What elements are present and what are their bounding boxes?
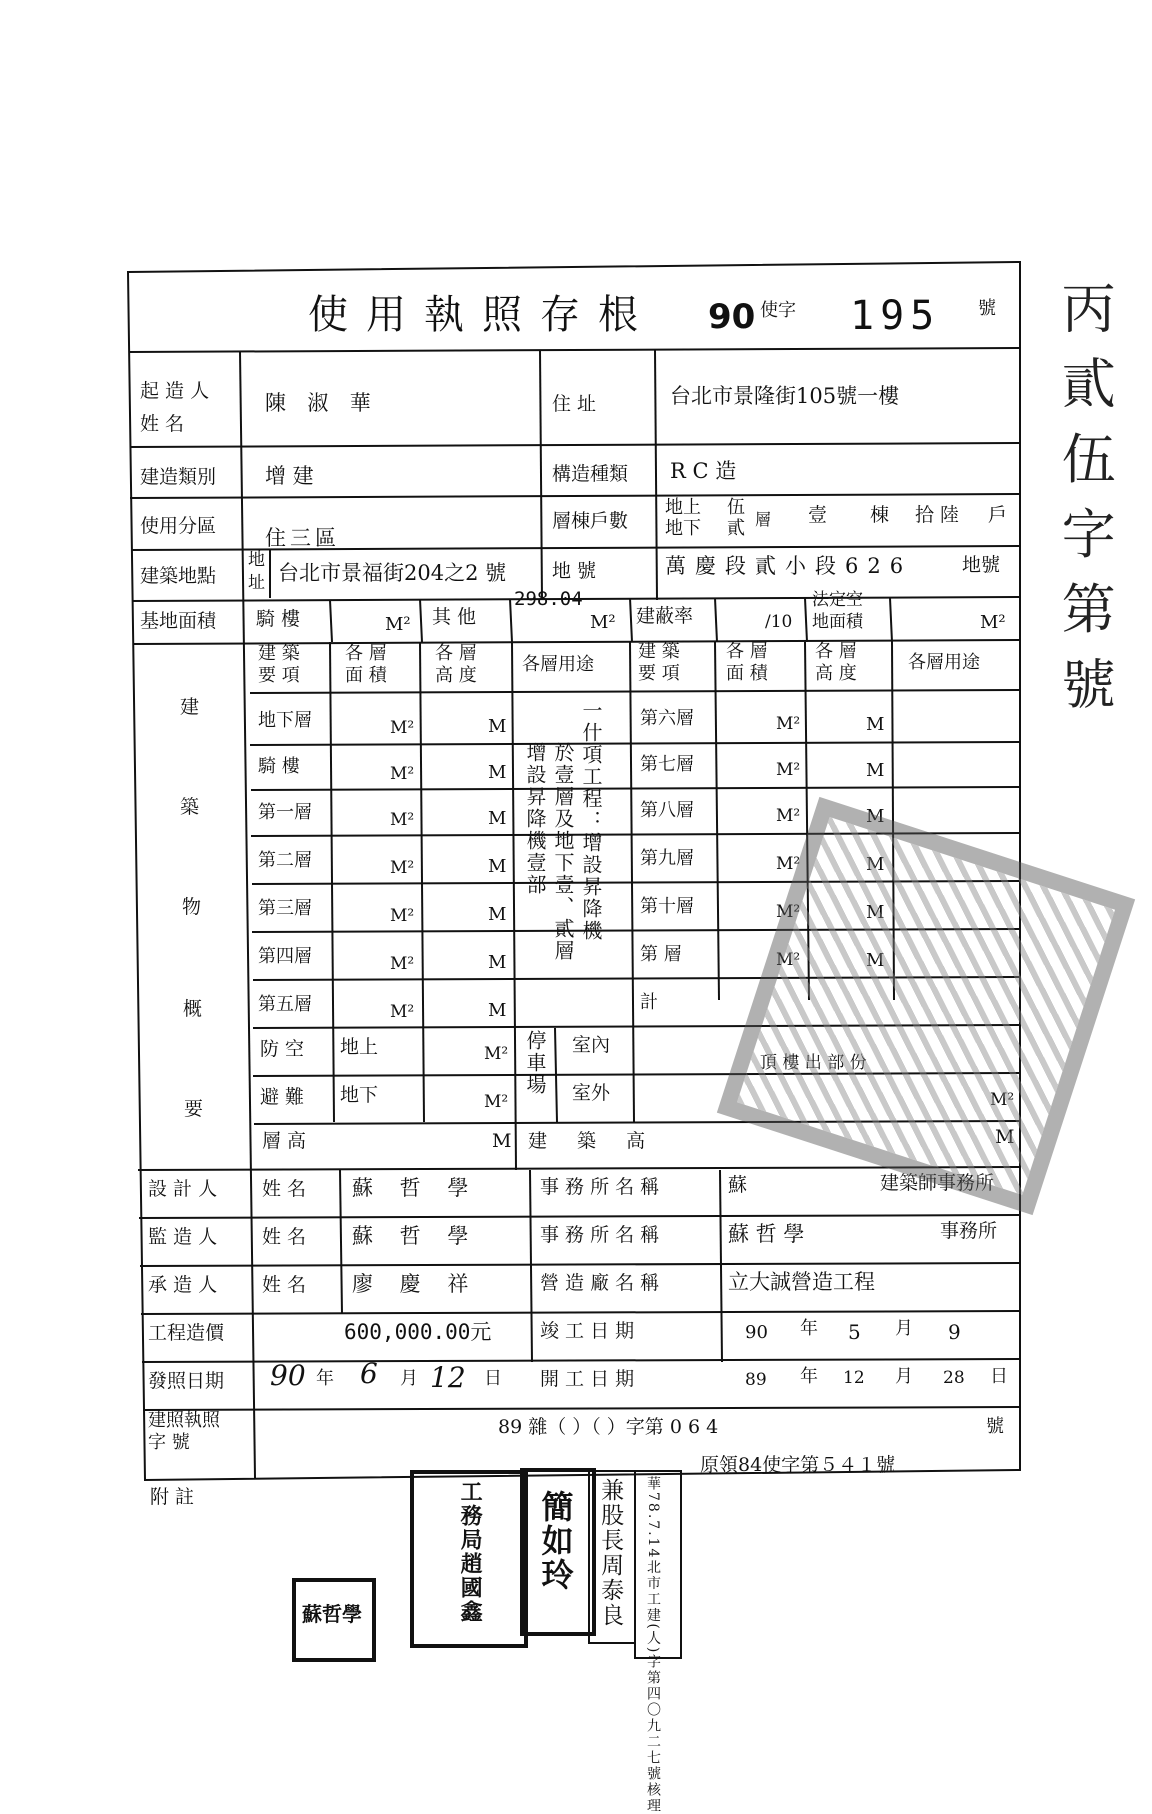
floors-label: 層棟戶數 — [552, 510, 629, 532]
area-unit-left: M² — [390, 718, 415, 738]
floor-label-left: 第五層 — [258, 994, 312, 1015]
open-space-label-2: 地面積 — [812, 612, 863, 632]
th-height-1-r: 各 層 — [815, 641, 857, 662]
area-unit-right: M² — [776, 950, 801, 970]
floor-label-left: 第一層 — [258, 802, 312, 823]
bldg-height-unit: M — [995, 1126, 1015, 1148]
floor-label-left: 第三層 — [258, 898, 312, 919]
shelter-above-unit: M² — [484, 1044, 509, 1064]
floor-label-left: 地下層 — [258, 710, 312, 731]
permit-hao: 號 — [986, 1416, 1004, 1437]
floor-label-right: 第七層 — [640, 754, 694, 775]
side-label-2: 築 — [180, 796, 200, 818]
hu-label: 戶 — [988, 504, 1008, 526]
floor-height-label: 層 高 — [262, 1130, 307, 1152]
shelter-label-1: 防 空 — [260, 1038, 305, 1060]
height-unit-left: M — [488, 762, 507, 783]
site-address: 台北市景福街204之2 號 — [278, 561, 507, 585]
address-label: 住 址 — [552, 393, 597, 415]
side-label-1: 建 — [180, 696, 200, 718]
area-unit-left: M² — [390, 764, 415, 784]
shelter-below-unit: M² — [484, 1092, 509, 1112]
usage-note-col-2: 於壹層及地下壹、貳層 — [551, 742, 575, 962]
usage-note-col-3: 一什項工程：增設昇降機 — [579, 700, 603, 942]
start-ri: 日 — [990, 1366, 1008, 1387]
start-year: 89 — [745, 1370, 767, 1390]
start-nian: 年 — [800, 1366, 818, 1387]
site-addr-tag-1: 地 — [248, 550, 265, 570]
ceng-label: 層 — [755, 510, 772, 529]
other-label: 其 他 — [432, 606, 477, 628]
permit-label-1: 建照執照 — [148, 1410, 220, 1431]
lot-value: 萬慶段貳小段626 — [665, 554, 913, 578]
header-word: 使字 — [760, 300, 796, 321]
designer-office: 蘇 — [728, 1174, 748, 1196]
designer-name: 蘇 哲 學 — [352, 1176, 479, 1200]
parking-outdoor: 室外 — [572, 1082, 611, 1104]
official-stamp-zhou: 兼股長周泰良 — [588, 1470, 636, 1644]
floor-label-left: 第二層 — [258, 850, 312, 871]
area-unit-right: M² — [776, 806, 801, 826]
start-month: 12 — [843, 1368, 865, 1388]
area-unit-left: M² — [390, 810, 415, 830]
open-space-label-1: 法定空 — [812, 590, 863, 610]
area-unit-right: M² — [776, 902, 801, 922]
usage-note-col-1: 增設昇降機壹部 — [523, 742, 547, 896]
site-label: 建築地點 — [140, 565, 217, 587]
roof-part: 頂 樓 出 部 份 — [760, 1053, 867, 1073]
area-unit-right: M² — [776, 854, 801, 874]
height-unit-left: M — [488, 716, 507, 737]
height-unit-left: M — [488, 952, 507, 973]
th-height-2-r: 高 度 — [815, 663, 857, 684]
margin-fragment: 丙 貳 伍 字 第 號 — [1053, 280, 1117, 712]
area-unit-right: M² — [776, 714, 801, 734]
form-title: 使用執照存根 — [308, 292, 656, 338]
done-nian: 年 — [800, 1318, 818, 1339]
floor-label-right: 第六層 — [640, 708, 694, 729]
th-area-1-r: 各 層 — [726, 641, 768, 662]
issue-month: 6 — [360, 1357, 378, 1390]
height-unit-left: M — [488, 808, 507, 829]
area-unit-left: M² — [390, 954, 415, 974]
designer-office-tail: 建築師事務所 — [880, 1172, 995, 1194]
issue-ri: 日 — [484, 1368, 502, 1389]
floor-label-right: 第 層 — [640, 944, 682, 965]
contractor-office-label: 營 造 廠 名 稱 — [540, 1272, 660, 1294]
height-unit-left: M — [488, 1000, 507, 1021]
coverage-label: 建蔽率 — [636, 605, 694, 627]
issue-yue: 月 — [400, 1368, 418, 1389]
supervisor-name-label: 姓 名 — [262, 1226, 307, 1248]
done-yue: 月 — [895, 1318, 913, 1339]
lot-suffix: 地號 — [962, 554, 1001, 576]
supervisor-office-tail: 事務所 — [940, 1220, 998, 1242]
height-unit-right: M — [866, 854, 885, 875]
above-label: 地上 — [665, 497, 701, 518]
structure-value: R C 造 — [670, 459, 737, 483]
qilou-label: 騎 樓 — [256, 608, 301, 630]
permit-label-2: 字 號 — [148, 1432, 190, 1453]
shelter-below: 地下 — [340, 1084, 379, 1106]
applicant-label-1: 起 造 人 — [140, 380, 210, 402]
floor-label-right: 第九層 — [640, 848, 694, 869]
floor-label-left: 第四層 — [258, 946, 312, 967]
floor-label-right: 第八層 — [640, 800, 694, 821]
issue-year: 90 — [270, 1359, 306, 1392]
coverage-value: /10 — [765, 612, 793, 632]
issue-nian: 年 — [316, 1368, 334, 1389]
shelter-above: 地上 — [340, 1036, 379, 1058]
done-month: 5 — [848, 1320, 861, 1344]
official-stamp-zhao: 工務局趙國鑫 — [410, 1470, 528, 1648]
start-date-label: 開 工 日 期 — [540, 1368, 635, 1390]
shelter-label-2: 避 難 — [260, 1086, 305, 1108]
bldg-height-label: 建 築 高 — [528, 1130, 658, 1152]
parking-indoor: 室內 — [572, 1034, 611, 1056]
contractor-office: 立大誠營造工程 — [728, 1270, 875, 1294]
open-space-unit: M² — [980, 612, 1006, 633]
contractor-name: 廖 慶 祥 — [352, 1272, 479, 1296]
hu-count: 拾陸 — [915, 504, 966, 526]
registration-stamp: 華78.7.14北市工建(人)字第四〇九二七號核理 — [634, 1470, 682, 1659]
header-hao: 號 — [978, 298, 996, 319]
side-label-5: 要 — [184, 1098, 204, 1120]
site-addr-tag-2: 址 — [248, 573, 265, 593]
header-number: 195 — [850, 293, 941, 339]
th-item-1: 建 築 — [258, 643, 300, 664]
cost-label: 工程造價 — [148, 1322, 225, 1344]
note-label: 附 註 — [150, 1486, 195, 1508]
parking-label: 停車場 — [523, 1030, 547, 1096]
th-item-1-r: 建 築 — [638, 641, 680, 662]
designer-name-label: 姓 名 — [262, 1178, 307, 1200]
note-value: 原領84使字第５４１號 — [700, 1454, 896, 1476]
area-unit-right: M² — [776, 760, 801, 780]
issue-day: 12 — [430, 1361, 466, 1394]
start-yue: 月 — [895, 1366, 913, 1387]
applicant-address: 台北市景隆街105號一樓 — [670, 384, 900, 408]
th-item-2: 要 項 — [258, 665, 300, 686]
supervisor-office: 蘇 哲 學 — [728, 1222, 805, 1246]
th-height-1: 各 層 — [435, 643, 477, 664]
below-label: 地下 — [665, 518, 701, 539]
use-zone-value: 住三區 — [265, 526, 340, 550]
issue-label: 發照日期 — [148, 1370, 225, 1392]
below-count: 貳 — [727, 518, 745, 539]
designer-role: 設 計 人 — [148, 1178, 218, 1200]
th-area-2-r: 面 積 — [726, 663, 768, 684]
permit-value: 89 雜（ ）（ ）字第 0 6 4 — [498, 1416, 719, 1438]
contractor-name-label: 姓 名 — [262, 1274, 307, 1296]
roof-unit: M² — [990, 1090, 1015, 1110]
designer-office-label: 事 務 所 名 稱 — [540, 1176, 660, 1198]
use-zone-label: 使用分區 — [140, 515, 217, 537]
floor-label-left: 騎 樓 — [258, 756, 300, 777]
above-count: 伍 — [727, 497, 745, 518]
done-date-label: 竣 工 日 期 — [540, 1320, 635, 1342]
floor-height-unit: M — [492, 1130, 512, 1152]
applicant-label-2: 姓 名 — [140, 413, 185, 435]
done-year: 90 — [745, 1322, 768, 1343]
th-area-2: 面 積 — [345, 665, 387, 686]
height-unit-right: M — [866, 714, 885, 735]
lot-label: 地 號 — [552, 560, 597, 582]
dong-label: 棟 — [870, 504, 890, 526]
structure-label: 構造種類 — [552, 463, 629, 485]
height-unit-right: M — [866, 806, 885, 827]
height-unit-left: M — [488, 856, 507, 877]
other-value: 298.04 — [514, 588, 583, 610]
supervisor-office-label: 事 務 所 名 稱 — [540, 1224, 660, 1246]
height-unit-right: M — [866, 950, 885, 971]
base-area-label: 基地面積 — [140, 610, 217, 632]
th-area-1: 各 層 — [345, 643, 387, 664]
start-day: 28 — [943, 1368, 965, 1388]
supervisor-name: 蘇 哲 學 — [352, 1224, 479, 1248]
area-unit-left: M² — [390, 858, 415, 878]
official-stamp-jian: 簡如玲 — [520, 1468, 596, 1636]
header-year: 90 — [708, 297, 756, 337]
floor-label-right: 第十層 — [640, 896, 694, 917]
architect-seal: 蘇哲學 — [292, 1578, 376, 1662]
area-unit-left: M² — [390, 906, 415, 926]
area-unit-left: M² — [390, 1002, 415, 1022]
supervisor-role: 監 造 人 — [148, 1226, 218, 1248]
th-use-r: 各層用途 — [908, 652, 980, 673]
height-unit-right: M — [866, 902, 885, 923]
build-type-label: 建造類別 — [140, 466, 217, 488]
qilou-unit: M² — [385, 614, 411, 635]
build-type-value: 增 建 — [265, 464, 314, 488]
height-unit-right: M — [866, 760, 885, 781]
other-unit: M² — [590, 612, 616, 633]
side-label-4: 概 — [183, 998, 203, 1020]
cost-value: 600,000.00元 — [344, 1320, 492, 1344]
dong-count: 壹 — [808, 504, 828, 526]
done-day: 9 — [948, 1320, 961, 1344]
side-label-3: 物 — [182, 896, 202, 918]
contractor-role: 承 造 人 — [148, 1274, 218, 1296]
floor-label-right: 計 — [640, 992, 658, 1013]
applicant-name: 陳 淑 華 — [265, 391, 379, 415]
height-unit-left: M — [488, 904, 507, 925]
th-use: 各層用途 — [522, 654, 594, 675]
th-height-2: 高 度 — [435, 665, 477, 686]
th-item-2-r: 要 項 — [638, 663, 680, 684]
